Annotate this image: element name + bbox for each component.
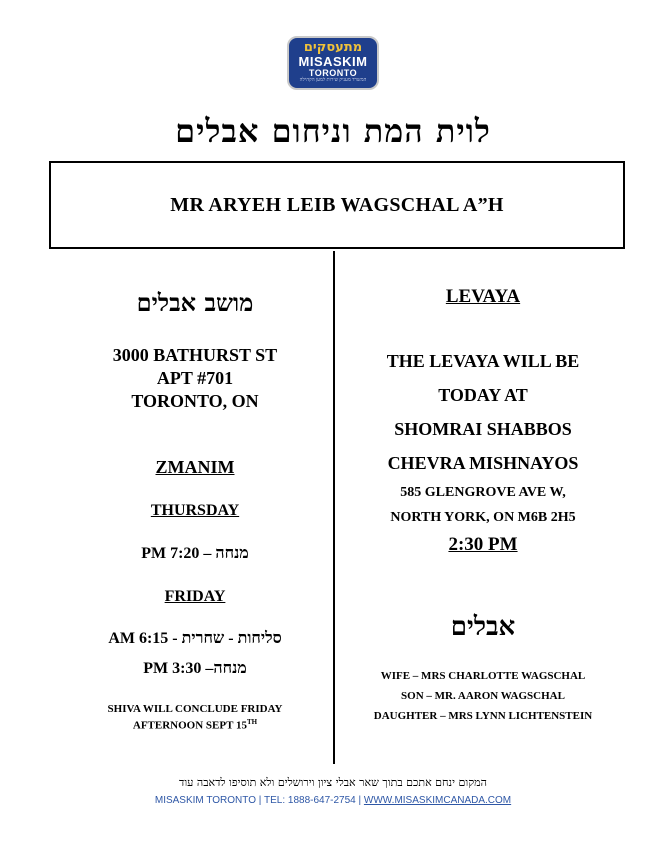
levaya-line: THE LEVAYA WILL BE [386, 351, 580, 371]
logo-latin: MISASKIM [298, 54, 368, 69]
mourners-list [338, 666, 628, 726]
footer-phone: TEL: 1888-647-2754 [264, 795, 356, 806]
logo-tagline: המשרד מעניק שירות למען הקהילה [299, 78, 367, 83]
deceased-name: MR ARYEH LEIB WAGSCHAL A”H [170, 193, 504, 216]
levaya-heading: LEVAYA [445, 286, 521, 307]
footer-contact [0, 795, 666, 806]
address-line: TORONTO, ON [131, 391, 259, 411]
shiva-conclusion [40, 703, 350, 733]
thursday-mincha: מנחה – 7:20 PM [141, 545, 249, 562]
thursday-label: THURSDAY [150, 502, 240, 519]
levaya-line: CHEVRA MISHNAYOS [387, 453, 579, 473]
levaya-address-line: NORTH YORK, ON M6B 2H5 [390, 510, 576, 525]
footer-hebrew-blessing: המקום ינחם אתכם בתוך שאר אבלי ציון וירושלים ולא תוסיפו לדאבה עוד [179, 776, 487, 789]
footer-website-link[interactable]: WWW.MISASKIMCANADA.COM [363, 795, 512, 806]
address-line: APT #701 [156, 368, 234, 388]
friday-selichos: סליחות - שחרית - 6:15 AM [108, 630, 282, 647]
misaskim-logo [287, 36, 379, 90]
levaya-line: TODAY AT [438, 385, 528, 405]
mourner-item: DAUGHTER – MRS LYNN LICHTENSTEIN [373, 710, 593, 722]
logo-hebrew: מתעסקים [303, 40, 363, 55]
footer-separator: | [358, 795, 362, 806]
deceased-name-box [49, 161, 625, 249]
friday-mincha: מנחה– 3:30 PM [143, 660, 247, 677]
logo-city: TORONTO [308, 68, 358, 78]
shiva-line [40, 716, 350, 733]
shiva-address [40, 344, 350, 413]
shiva-heading: מושב אבלים [136, 288, 254, 317]
zmanim-label: ZMANIM [155, 457, 235, 477]
mourner-item: SON – MR. AARON WAGSCHAL [401, 690, 565, 702]
page-title: לוית המת וניחום אבלים [175, 112, 491, 150]
shiva-date: AFTERNOON SEPT 15 [132, 719, 247, 732]
shiva-date-suffix: TH [246, 718, 258, 726]
address-line: 3000 BATHURST ST [112, 345, 278, 365]
mourners-heading: אבלים [450, 612, 516, 642]
levaya-address-line: 585 GLENGROVE AVE W, [400, 485, 566, 500]
levaya-address [338, 480, 628, 530]
footer-org: MISASKIM TORONTO [154, 795, 256, 806]
levaya-line: SHOMRAI SHABBOS [394, 419, 572, 439]
footer-separator: | [258, 795, 262, 806]
shiva-line: SHIVA WILL CONCLUDE FRIDAY [107, 703, 283, 715]
mourner-item: WIFE – MRS CHARLOTTE WAGSCHAL [380, 670, 586, 682]
levaya-details [338, 344, 628, 480]
levaya-time: 2:30 PM [448, 534, 518, 555]
friday-label: FRIDAY [164, 588, 226, 605]
